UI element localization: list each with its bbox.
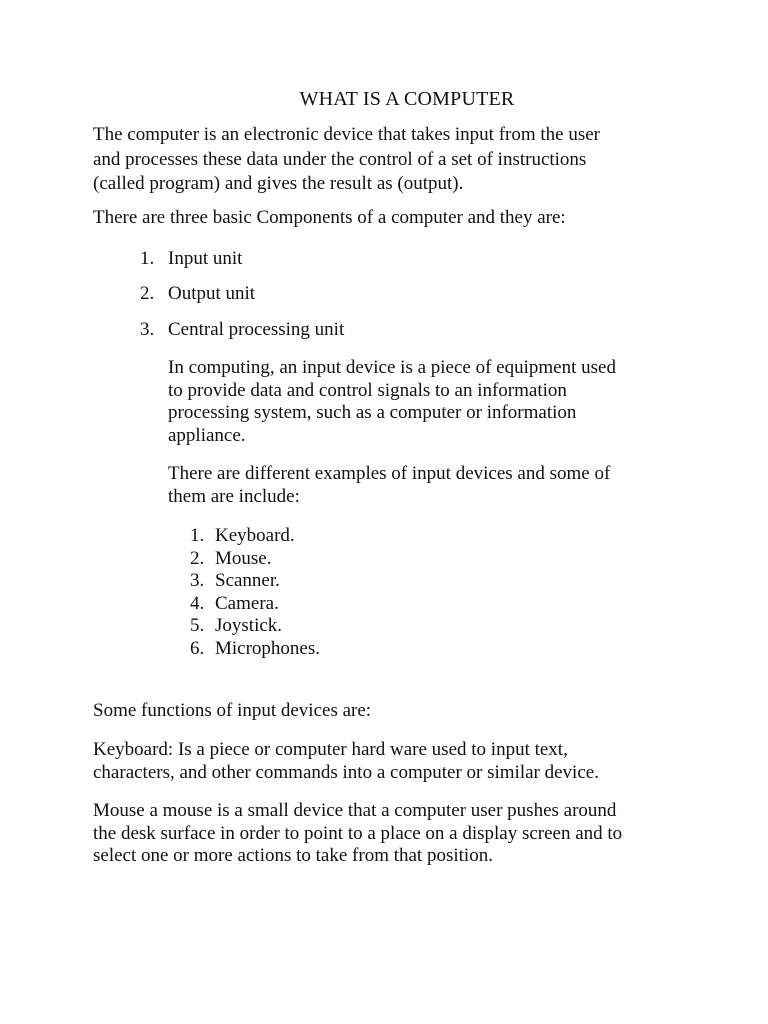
list-item bbox=[140, 318, 560, 342]
list-number: 1. bbox=[190, 525, 205, 546]
intro-line: The computer is an electronic device that takes input from the user bbox=[93, 124, 601, 145]
list-label: Camera. bbox=[215, 592, 279, 614]
paragraph-line: characters, and other commands into a computer or similar device. bbox=[93, 761, 599, 783]
list-number: 2. bbox=[140, 283, 155, 304]
paragraph-line: Mouse a mouse is a small device that a computer user pushes around bbox=[93, 800, 617, 821]
list-label: Central processing unit bbox=[168, 319, 345, 340]
page-title: WHAT IS A COMPUTER bbox=[299, 88, 515, 110]
intro-line: and processes these data under the control of a set of instructions bbox=[93, 148, 587, 170]
paragraph-line: Keyboard: Is a piece or computer hard ware used to input text, bbox=[93, 739, 568, 760]
paragraph-line: to provide data and control signals to an information bbox=[168, 379, 567, 401]
list-number: 6. bbox=[190, 637, 205, 659]
list-number: 5. bbox=[190, 615, 205, 637]
keyboard-paragraph bbox=[93, 739, 693, 784]
list-number: 2. bbox=[190, 547, 205, 569]
list-item bbox=[190, 615, 320, 638]
list-label: Joystick. bbox=[215, 615, 283, 637]
list-item bbox=[190, 525, 320, 548]
list-item bbox=[190, 593, 320, 616]
list-item bbox=[140, 282, 560, 306]
intro-paragraph bbox=[93, 123, 673, 197]
list-label: Output unit bbox=[168, 283, 256, 304]
list-item bbox=[190, 570, 320, 593]
intro-line: (called program) and gives the result as (output). bbox=[93, 173, 464, 194]
paragraph-line: them are include: bbox=[168, 485, 300, 507]
input-device-paragraph bbox=[168, 357, 688, 447]
list-number: 1. bbox=[140, 248, 155, 269]
list-label: Scanner. bbox=[215, 570, 280, 592]
functions-lead: Some functions of input devices are: bbox=[93, 700, 372, 721]
examples-lead-paragraph bbox=[168, 463, 688, 508]
list-item bbox=[190, 638, 320, 661]
list-label: Input unit bbox=[168, 248, 243, 269]
list-item bbox=[190, 548, 320, 571]
list-item bbox=[140, 247, 560, 271]
paragraph-line: appliance. bbox=[168, 424, 246, 446]
list-label: Microphones. bbox=[215, 637, 321, 659]
input-devices-list bbox=[190, 525, 320, 661]
list-number: 3. bbox=[140, 319, 155, 340]
paragraph-line: In computing, an input device is a piece of equipment used bbox=[168, 357, 616, 378]
list-number: 4. bbox=[190, 592, 205, 614]
paragraph-line: processing system, such as a computer or information bbox=[168, 402, 577, 424]
paragraph-line: There are different examples of input devices and some of bbox=[168, 463, 611, 484]
mouse-paragraph bbox=[93, 800, 693, 868]
paragraph-line: select one or more actions to take from that position. bbox=[93, 845, 493, 867]
list-label: Keyboard. bbox=[215, 525, 295, 546]
list-number: 3. bbox=[190, 570, 205, 592]
list-label: Mouse. bbox=[215, 547, 272, 569]
paragraph-line: the desk surface in order to point to a place on a display screen and to bbox=[93, 822, 623, 844]
components-lead: There are three basic Components of a computer and they are: bbox=[93, 207, 566, 228]
